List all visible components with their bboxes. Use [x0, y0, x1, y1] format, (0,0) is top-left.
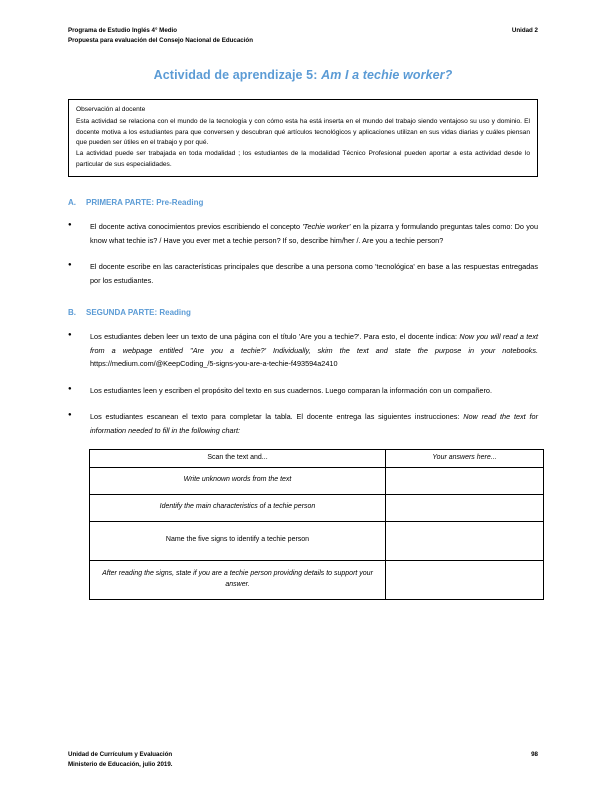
bullet-text-part1: Los estudiantes deben leer un texto de una página con el título 'Are you a techie?'. Para esto, el docente indica: — [90, 332, 460, 342]
section-a-label: PRIMERA PARTE: Pre-Reading — [86, 198, 204, 208]
bullet-text-part1: Los estudiantes escanean el texto para completar la tabla. El docente entrega las siguientes instrucciones: — [90, 412, 464, 422]
table-cell-prompt: Identify the main characteristics of a techie person — [90, 494, 386, 521]
bullet-text — [90, 330, 538, 370]
header-left-block — [68, 26, 253, 45]
bullet-icon: ● — [68, 222, 72, 229]
observation-heading: Observación al docente — [76, 106, 146, 114]
table-header-cell-answer: Your answers here... — [386, 450, 544, 468]
footer-ministry-line: Ministerio de Educación, julio 2019. — [68, 761, 173, 769]
header-program-line: Programa de Estudio Inglés 4° Medio — [68, 27, 178, 34]
list-item — [68, 260, 538, 287]
header-unit-label: Unidad 2 — [511, 27, 538, 34]
header-proposal-line: Propuesta para evaluación del Consejo Nacional de Educación — [68, 36, 253, 44]
list-item — [68, 330, 538, 370]
section-b-label: SEGUNDA PARTE: Reading — [86, 308, 191, 318]
bullet-text — [90, 260, 538, 287]
observation-paragraph-2: La actividad puede ser trabajada en toda modalidad ; los estudiantes de la modalidad Técnico Profesional pueden aportar a esta actividad desde lo particular de sus especialidades. — [76, 149, 530, 168]
list-item — [68, 410, 538, 437]
table-header-cell-prompt: Scan the text and... — [90, 450, 386, 468]
table-cell-answer[interactable] — [386, 560, 544, 599]
page-title-italic: Am I a techie worker? — [321, 68, 453, 83]
table-cell-prompt: Name the five signs to identify a techie person — [90, 521, 386, 560]
section-b-letter: B. — [68, 308, 76, 318]
bullet-icon: ● — [68, 332, 72, 339]
page-number: 98 — [531, 751, 538, 759]
table-cell-answer[interactable] — [386, 494, 544, 521]
section-heading-a — [68, 198, 538, 207]
bullet-text — [90, 220, 538, 247]
page-title-prefix: Actividad de aprendizaje 5: — [153, 68, 322, 83]
bullet-text-italic: 'Techie worker' — [302, 222, 351, 232]
footer-left-block — [68, 750, 173, 770]
bullet-text-part1: El docente activa conocimientos previos escribiendo el concepto — [90, 222, 303, 232]
bullet-text-part1: El docente escribe en las características principales que describe a una persona como 'tecnológica' en base a las respuestas entregadas por los estudiantes. — [90, 262, 538, 285]
bullet-text — [90, 384, 538, 397]
scan-text-chart-table — [89, 449, 544, 600]
bullet-text-italic: Now you will read a text from a webpage entitled ''Are you a techie?' Individually, skim the text and state the purpose in your notebooks. — [90, 332, 539, 355]
list-item — [68, 220, 538, 247]
section-a-letter: A. — [68, 198, 76, 208]
table-cell-answer[interactable] — [386, 467, 544, 494]
bullet-text — [90, 410, 538, 437]
bullet-text-url: https://medium.com/@KeepCoding_/5-signs-you-are-a-techie-f493594a2410 — [90, 359, 338, 369]
table-cell-answer[interactable] — [386, 521, 544, 560]
table-header-row — [90, 450, 544, 468]
table-cell-prompt: After reading the signs, state if you are a techie person providing details to support your answer. — [90, 560, 386, 599]
bullet-icon: ● — [68, 412, 72, 419]
observation-paragraph-1: Esta actividad se relaciona con el mundo de la tecnología y con cómo esta ha está inserta en el mundo del trabajo siendo ventajoso su uso y dominio. El docente motiva a los estudiantes para que conversen y descubran qué artículos tecnológicos y aplicaciones utilizan en sus vidas diarias y cuáles piensan que pueden ser útiles en el trabajo y por qué. — [76, 117, 530, 147]
table-row — [90, 560, 544, 599]
table-cell-prompt: Write unknown words from the text — [90, 467, 386, 494]
footer-unit-line: Unidad de Currículum y Evaluación — [68, 751, 173, 759]
bullet-icon: ● — [68, 262, 72, 269]
teacher-observation-box — [68, 99, 538, 177]
page-title — [68, 68, 538, 82]
document-header — [68, 26, 538, 45]
bullet-icon: ● — [68, 385, 72, 392]
table-row — [90, 521, 544, 560]
table-row — [90, 467, 544, 494]
table-row — [90, 494, 544, 521]
section-heading-b — [68, 308, 538, 317]
list-item — [68, 384, 538, 397]
document-footer — [68, 750, 538, 770]
bullet-text-italic: Now read the text for information needed to fill in the following chart: — [90, 412, 539, 435]
bullet-text-part1: Los estudiantes leen y escriben el propósito del texto en sus cuadernos. Luego comparan la información con un compañero. — [90, 385, 492, 395]
bullet-text-part2: en la pizarra y formulando preguntas tales como: Do you know what techie is? / Have you ever met a techie person? If so, describe him/her /. Are you a techie person? — [90, 222, 539, 245]
